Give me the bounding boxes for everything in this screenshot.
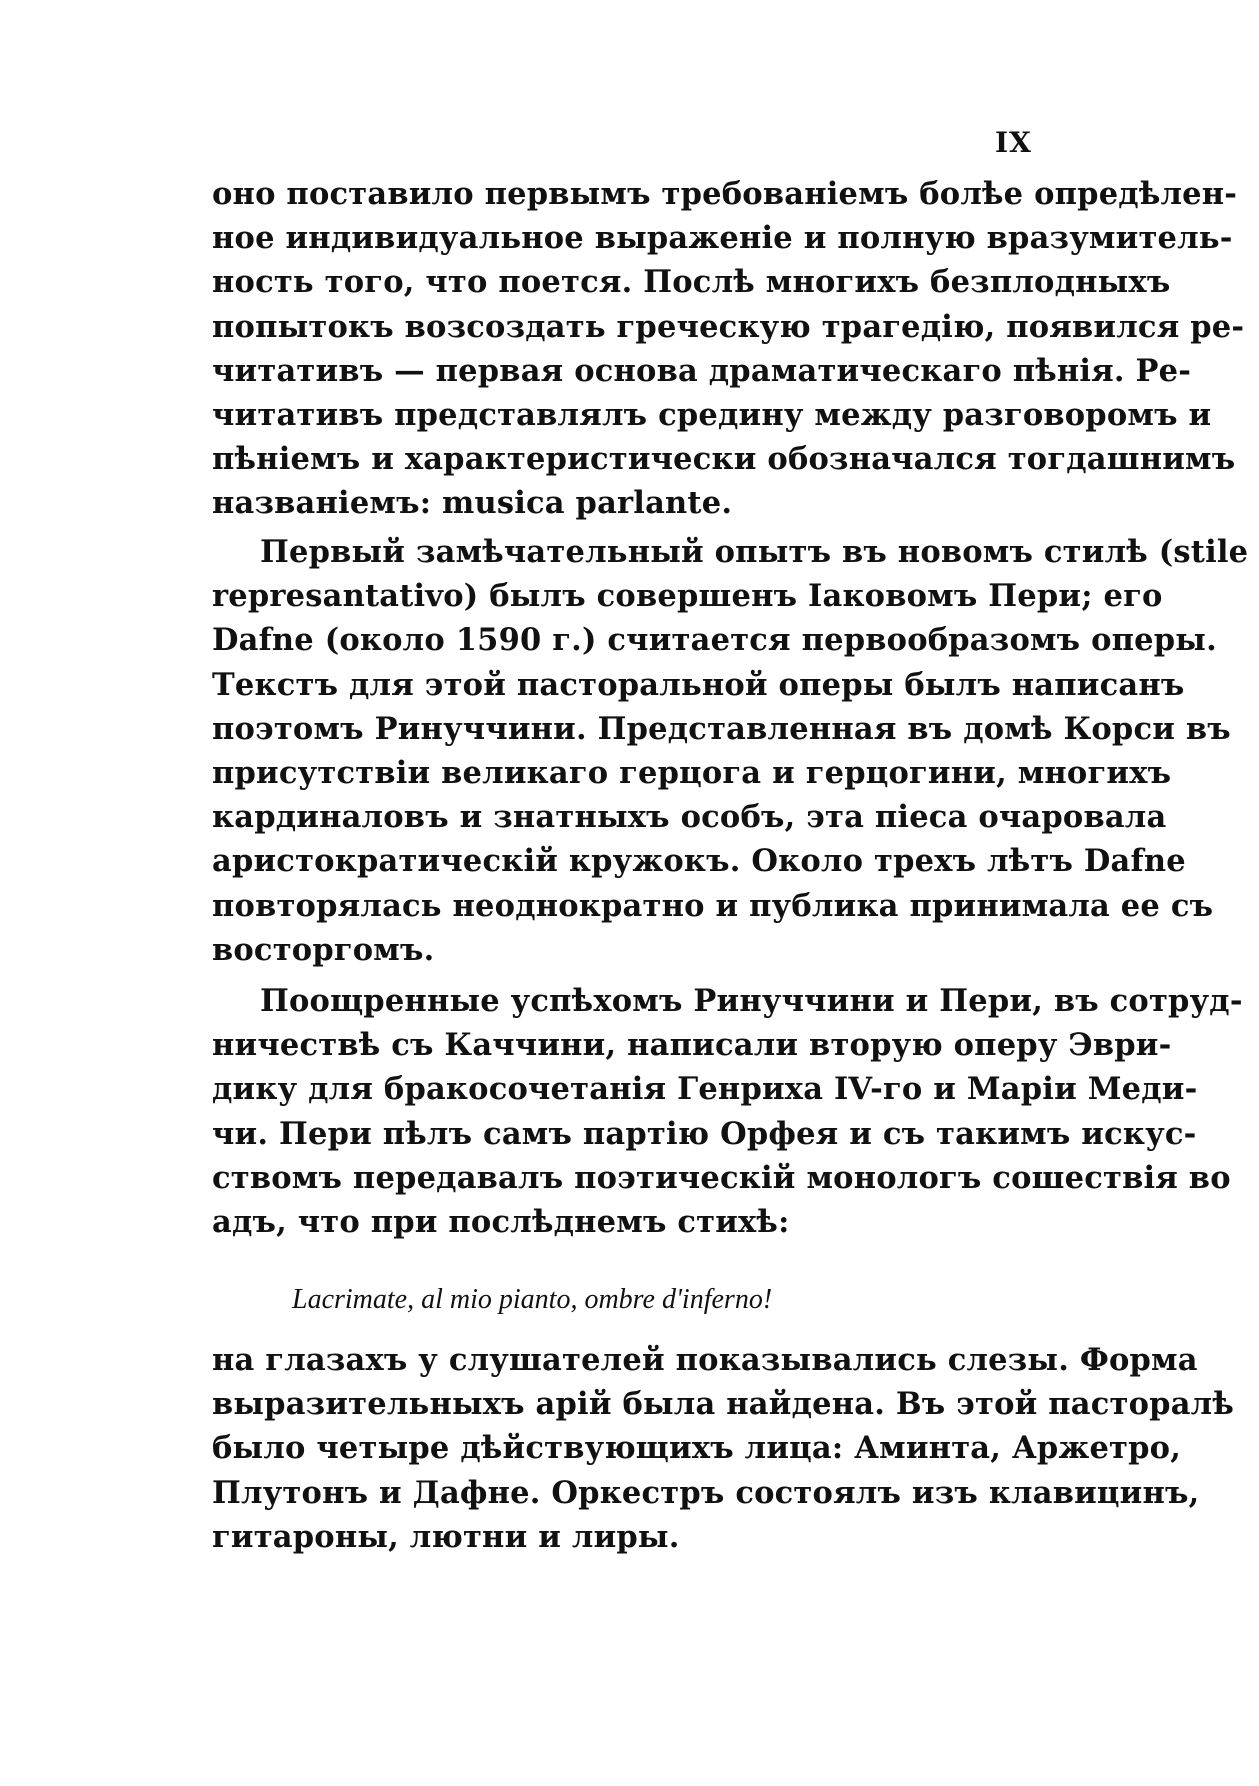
text-line: попытокъ возсоздать греческую трагедію, появился ре- bbox=[212, 308, 1245, 345]
text-line: аристократическій кружокъ. Около трехъ лѣтъ Dafne bbox=[212, 843, 1186, 880]
text-line: пѣніемъ и характеристически обозначался тогдашнимъ bbox=[212, 441, 1236, 478]
text-line: Первый замѣчательный опытъ въ новомъ стилѣ (stile bbox=[260, 534, 1249, 570]
text-line: ность того, что поется. Послѣ многихъ безплодныхъ bbox=[212, 264, 1171, 301]
text-line: восторгомъ. bbox=[212, 931, 435, 968]
text-line: адъ, что при послѣднемъ стихѣ: bbox=[212, 1204, 790, 1241]
paragraph-2 bbox=[212, 530, 1249, 972]
text-line: ничествѣ съ Каччини, написали вторую оперу Эври- bbox=[212, 1027, 1172, 1064]
text-line: дику для бракосочетанія Генриха IV-го и Маріи Меди- bbox=[212, 1071, 1198, 1108]
text-line: читативъ — первая основа драматическаго пѣнія. Ре- bbox=[212, 352, 1192, 389]
text-line: Плутонъ и Дафне. Оркестръ состоялъ изъ клавицинъ, bbox=[212, 1474, 1200, 1511]
text-line: кардиналовъ и знатныхъ особъ, эта піеса очаровала bbox=[212, 799, 1167, 836]
text-line: повторялась неоднократно и публика принимала ее съ bbox=[212, 887, 1214, 924]
text-line: поэтомъ Ринуччини. Представленная въ домѣ Корси въ bbox=[212, 710, 1231, 747]
text-line: Dafne (около 1590 г.) считается первообразомъ оперы. bbox=[212, 622, 1217, 659]
text-line: читативъ представлялъ средину между разговоромъ и bbox=[212, 397, 1212, 434]
paragraph-3 bbox=[212, 979, 1243, 1244]
text-line: выразительныхъ арій была найдена. Въ этой пасторалѣ bbox=[212, 1386, 1235, 1423]
text-line: чи. Пери пѣлъ самъ партію Орфея и съ такимъ искус- bbox=[212, 1115, 1197, 1152]
paragraph-1 bbox=[212, 172, 1245, 526]
paragraph-4 bbox=[212, 1338, 1235, 1559]
text-line: оно поставило первымъ требованіемъ болѣе опредѣлен- bbox=[212, 176, 1238, 212]
text-line: гитароны, лютни и лиры. bbox=[212, 1518, 680, 1555]
text-line: было четыре дѣйствующихъ лица: Аминта, Аржетро, bbox=[212, 1430, 1182, 1467]
text-line: ное индивидуальное выраженіе и полную вразумитель- bbox=[212, 220, 1233, 257]
text-line: represantativo) былъ совершенъ Іаковомъ Пери; его bbox=[212, 578, 1163, 615]
page-number: IX bbox=[995, 126, 1032, 159]
text-line: ствомъ передавалъ поэтическій монологъ сошествія во bbox=[212, 1159, 1231, 1196]
text-line: Текстъ для этой пасторальной оперы былъ написанъ bbox=[212, 666, 1185, 703]
text-line: присутствіи великаго герцога и герцогини, многихъ bbox=[212, 755, 1172, 792]
text-line: Поощренные успѣхомъ Ринуччини и Пери, въ сотруд- bbox=[260, 983, 1243, 1019]
text-line: названіемъ: musica parlante. bbox=[212, 485, 733, 522]
text-line: на глазахъ у слушателей показывались слезы. Форма bbox=[212, 1342, 1198, 1378]
verse-quote: Lacrimate, al mio pianto, ombre d'inferno! bbox=[292, 1284, 773, 1315]
